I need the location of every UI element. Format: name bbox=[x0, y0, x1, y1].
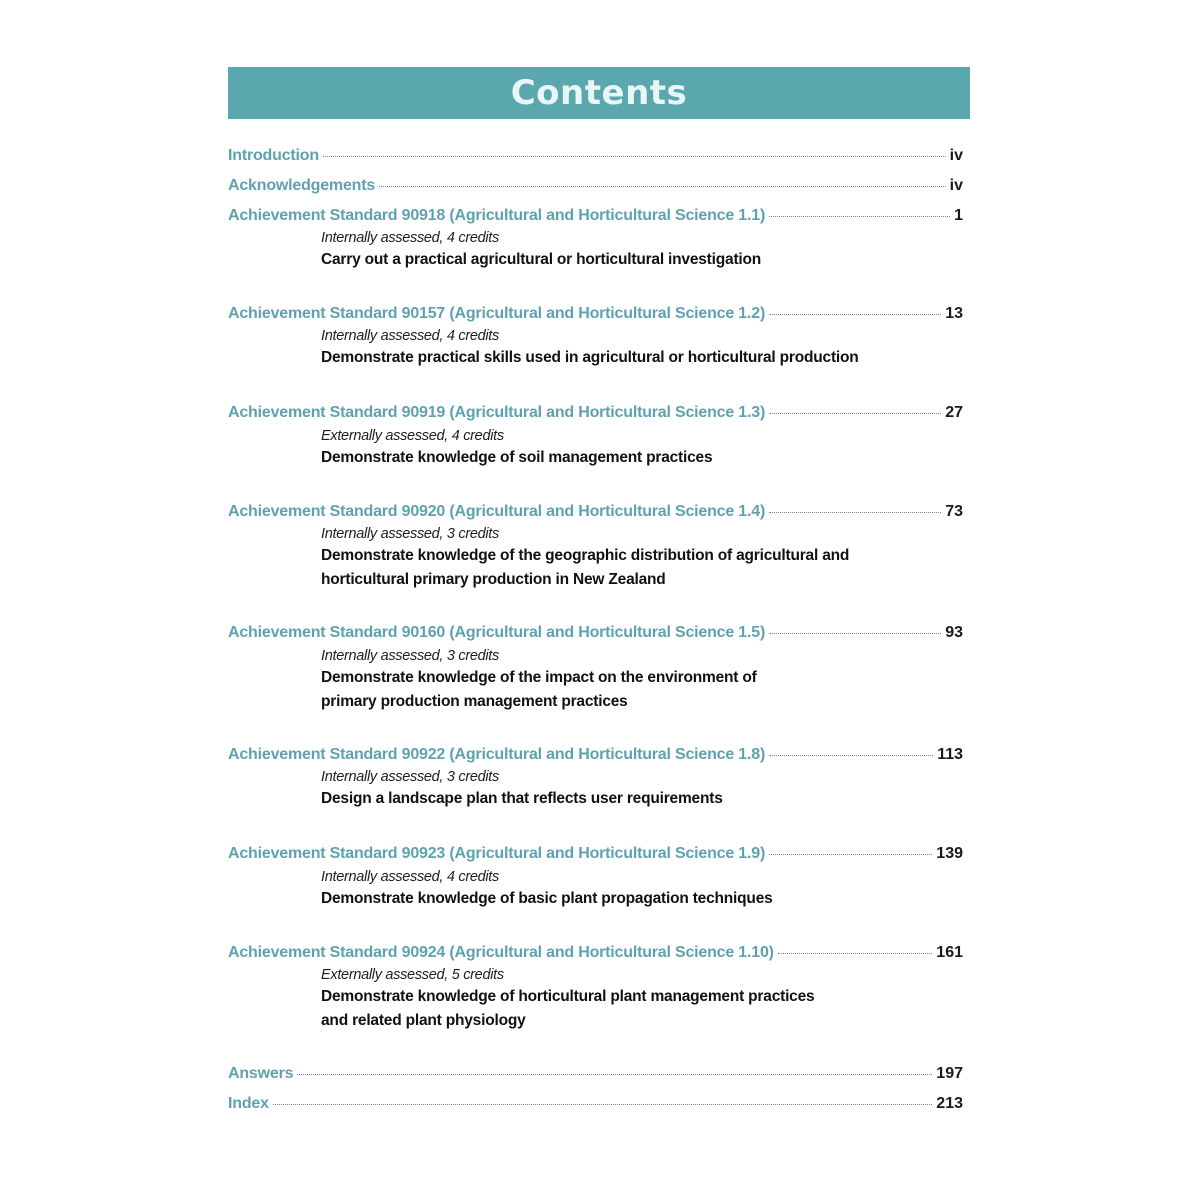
standard-description: Demonstrate knowledge of basic plant propagation techniques bbox=[321, 890, 773, 907]
toc-entry-title: Achievement Standard 90919 (Agricultural and Horticultural Science 1.3) bbox=[228, 404, 766, 421]
toc-entry-title: Achievement Standard 90922 (Agricultural and Horticultural Science 1.8) bbox=[228, 746, 766, 763]
toc-entry-index[interactable] bbox=[228, 1094, 963, 1114]
standard-details bbox=[321, 767, 921, 811]
toc-entry-title: Achievement Standard 90157 (Agricultural and Horticultural Science 1.2) bbox=[228, 305, 766, 322]
toc-entry-page: 161 bbox=[936, 944, 963, 961]
toc-entry-page: 27 bbox=[945, 404, 963, 421]
toc-entry-introduction[interactable] bbox=[228, 146, 963, 166]
toc-entry-answers[interactable] bbox=[228, 1064, 963, 1084]
toc-entry-page: 73 bbox=[945, 503, 963, 520]
toc-entry-page: 1 bbox=[954, 207, 963, 224]
standard-description: horticultural primary production in New Zealand bbox=[321, 571, 666, 588]
standard-description: Demonstrate knowledge of soil management practices bbox=[321, 449, 713, 466]
dot-leader bbox=[323, 155, 946, 157]
toc-entry-page: 139 bbox=[936, 845, 963, 862]
standard-description: Demonstrate knowledge of horticultural plant management practices bbox=[321, 988, 815, 1005]
standard-description: and related plant physiology bbox=[321, 1012, 526, 1029]
toc-entry-title: Achievement Standard 90923 (Agricultural and Horticultural Science 1.9) bbox=[228, 845, 766, 862]
assessment-type: Internally assessed, 3 credits bbox=[321, 769, 499, 785]
dot-leader bbox=[379, 185, 946, 187]
toc-entry-title: Acknowledgements bbox=[228, 177, 376, 194]
standard-details bbox=[321, 228, 921, 272]
toc-entry-title: Achievement Standard 90920 (Agricultural and Horticultural Science 1.4) bbox=[228, 503, 766, 520]
dot-leader bbox=[778, 952, 933, 954]
dot-leader bbox=[769, 632, 941, 634]
toc-entry-standard[interactable] bbox=[228, 745, 963, 765]
dot-leader bbox=[769, 853, 932, 855]
toc-entry-page: iv bbox=[949, 177, 963, 194]
standard-details bbox=[321, 867, 921, 911]
assessment-type: Internally assessed, 4 credits bbox=[321, 328, 499, 344]
toc-entry-title: Achievement Standard 90918 (Agricultural and Horticultural Science 1.1) bbox=[228, 207, 766, 224]
toc-entry-standard[interactable] bbox=[228, 403, 963, 423]
dot-leader bbox=[273, 1103, 933, 1105]
standard-description: Carry out a practical agricultural or horticultural investigation bbox=[321, 251, 762, 268]
standard-description: Demonstrate knowledge of the impact on the environment of bbox=[321, 669, 757, 686]
toc-entry-title: Achievement Standard 90924 (Agricultural and Horticultural Science 1.10) bbox=[228, 944, 774, 961]
toc-entry-page: 93 bbox=[945, 624, 963, 641]
toc-entry-standard[interactable] bbox=[228, 943, 963, 963]
assessment-type: Externally assessed, 5 credits bbox=[321, 967, 504, 983]
toc-entry-page: 213 bbox=[936, 1095, 963, 1112]
toc-entry-standard[interactable] bbox=[228, 623, 963, 643]
assessment-type: Internally assessed, 3 credits bbox=[321, 648, 499, 664]
dot-leader bbox=[769, 412, 941, 414]
toc-entry-title: Introduction bbox=[228, 147, 319, 164]
standard-description: Demonstrate practical skills used in agricultural or horticultural production bbox=[321, 349, 859, 366]
dot-leader bbox=[769, 215, 950, 217]
toc-entry-page: 13 bbox=[945, 305, 963, 322]
toc-entry-page: 113 bbox=[937, 746, 963, 763]
toc-entry-standard[interactable] bbox=[228, 206, 963, 226]
dot-leader bbox=[769, 313, 941, 315]
toc-entry-title: Index bbox=[228, 1095, 269, 1112]
standard-details bbox=[321, 426, 921, 470]
toc-entry-standard[interactable] bbox=[228, 502, 963, 522]
toc-entry-title: Answers bbox=[228, 1065, 294, 1082]
standard-details bbox=[321, 646, 921, 714]
toc-entry-standard[interactable] bbox=[228, 844, 963, 864]
dot-leader bbox=[297, 1073, 932, 1075]
assessment-type: Internally assessed, 4 credits bbox=[321, 230, 499, 246]
standard-details bbox=[321, 965, 921, 1033]
assessment-type: Externally assessed, 4 credits bbox=[321, 428, 504, 444]
standard-details bbox=[321, 326, 921, 370]
contents-banner bbox=[228, 67, 970, 119]
toc-entry-acknowledgements[interactable] bbox=[228, 176, 963, 196]
toc-entry-title: Achievement Standard 90160 (Agricultural and Horticultural Science 1.5) bbox=[228, 624, 766, 641]
dot-leader bbox=[769, 511, 941, 513]
standard-description: Demonstrate knowledge of the geographic distribution of agricultural and bbox=[321, 547, 850, 564]
page-title: Contents bbox=[510, 73, 688, 113]
standard-description: primary production management practices bbox=[321, 693, 628, 710]
standard-details bbox=[321, 524, 921, 592]
toc-entry-page: iv bbox=[949, 147, 963, 164]
toc-entry-standard[interactable] bbox=[228, 304, 963, 324]
standard-description: Design a landscape plan that reflects user requirements bbox=[321, 790, 723, 807]
toc-entry-page: 197 bbox=[936, 1065, 963, 1082]
assessment-type: Internally assessed, 3 credits bbox=[321, 526, 499, 542]
dot-leader bbox=[769, 754, 933, 756]
assessment-type: Internally assessed, 4 credits bbox=[321, 869, 499, 885]
